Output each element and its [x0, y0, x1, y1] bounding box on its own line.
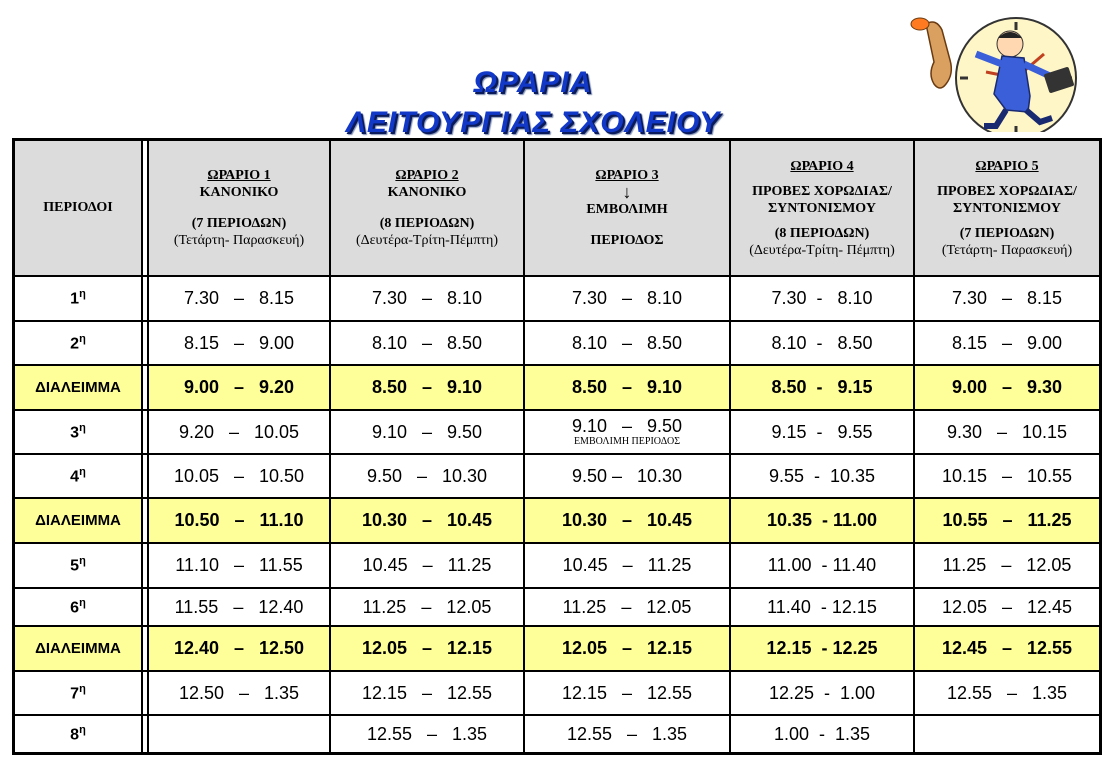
- inserted-period-note: ΕΜΒΟΛΙΜΗ ΠΕΡΙΟΔΟΣ: [573, 436, 681, 447]
- break-row: [14, 365, 1100, 410]
- break-label: ΔΙΑΛΕΙΜΜΑ: [14, 365, 142, 410]
- time-cell: 11.25 – 12.05: [524, 588, 730, 626]
- time-cell: 9.30 – 10.15: [914, 410, 1100, 454]
- time-cell: 9.00 – 9.30: [914, 365, 1100, 410]
- period-row: [14, 321, 1100, 365]
- break-label: ΔΙΑΛΕΙΜΜΑ: [14, 626, 142, 671]
- break-label: ΔΙΑΛΕΙΜΜΑ: [14, 498, 142, 543]
- time-cell: 11.00 - 11.40: [730, 543, 914, 588]
- time-cell: 7.30 – 8.10: [524, 276, 730, 321]
- period-label: $5^\eta$: [14, 543, 142, 588]
- period-row: [14, 410, 1100, 454]
- time-cell: 9.50 – 10.30: [524, 454, 730, 498]
- schedule-2-header: ΩΡΑΡΙΟ 2 ΚΑΝΟΝΙΚΟ (8 ΠΕΡΙΟΔΩΝ) (Δευτέρα-Τρίτη-Πέμπτη): [330, 140, 524, 276]
- time-cell: 12.05 – 12.15: [524, 626, 730, 671]
- time-cell: 12.40 – 12.50: [148, 626, 330, 671]
- title-line-2: ΛΕΙΤΟΥΡΓΙΑΣ ΣΧΟΛΕΙΟΥ: [345, 106, 721, 139]
- time-cell: 12.55 – 1.35: [914, 671, 1100, 715]
- time-cell: 11.40 - 12.15: [730, 588, 914, 626]
- time-cell: 12.25 - 1.00: [730, 671, 914, 715]
- time-cell: 11.25 – 12.05: [330, 588, 524, 626]
- time-cell: 10.30 – 10.45: [330, 498, 524, 543]
- time-cell: 7.30 – 8.10: [330, 276, 524, 321]
- time-cell: 8.10 - 8.50: [730, 321, 914, 365]
- time-cell: 9.00 – 9.20: [148, 365, 330, 410]
- time-cell: 9.50 – 10.30: [330, 454, 524, 498]
- period-row: [14, 543, 1100, 588]
- period-row: [14, 715, 1100, 753]
- time-cell: 12.15 – 12.55: [524, 671, 730, 715]
- time-cell: 12.05 – 12.45: [914, 588, 1100, 626]
- time-cell: [148, 715, 330, 753]
- period-row: [14, 454, 1100, 498]
- time-cell: 8.50 – 9.10: [330, 365, 524, 410]
- time-cell: 11.55 – 12.40: [148, 588, 330, 626]
- period-label: $7^\eta$: [14, 671, 142, 715]
- time-cell: 10.45 – 11.25: [330, 543, 524, 588]
- schedule-4-header: ΩΡΑΡΙΟ 4 ΠΡΟΒΕΣ ΧΟΡΩΔΙΑΣ/ ΣΥΝΤΟΝΙΣΜΟΥ (8 ΠΕΡΙΟΔΩΝ) (Δευτέρα-Τρίτη- Πέμπτη): [730, 140, 914, 276]
- break-row: [14, 498, 1100, 543]
- time-cell: 9.55 - 10.35: [730, 454, 914, 498]
- time-cell: 7.30 – 8.15: [148, 276, 330, 321]
- header-row: [14, 140, 1100, 276]
- time-cell: 12.45 – 12.55: [914, 626, 1100, 671]
- time-cell: 8.50 - 9.15: [730, 365, 914, 410]
- periods-header: ΠΕΡΙΟΔΟΙ: [14, 140, 142, 276]
- period-label: $3^\eta$: [14, 410, 142, 454]
- schedule-table: [12, 138, 1102, 755]
- time-cell: 10.15 – 10.55: [914, 454, 1100, 498]
- time-cell: 8.15 – 9.00: [914, 321, 1100, 365]
- schedule-1-header: ΩΡΑΡΙΟ 1 ΚΑΝΟΝΙΚΟ (7 ΠΕΡΙΟΔΩΝ) (Τετάρτη- Παρασκευή): [148, 140, 330, 276]
- period-label: $8^\eta$: [14, 715, 142, 753]
- time-cell: 12.55 – 1.35: [330, 715, 524, 753]
- time-cell: 11.25 – 12.05: [914, 543, 1100, 588]
- schedule-3-header: ΩΡΑΡΙΟ 3 ↓ ΕΜΒΟΛΙΜΗ ΠΕΡΙΟΔΟΣ: [524, 140, 730, 276]
- schedule-5-header: ΩΡΑΡΙΟ 5 ΠΡΟΒΕΣ ΧΟΡΩΔΙΑΣ/ ΣΥΝΤΟΝΙΣΜΟΥ (7 ΠΕΡΙΟΔΩΝ) (Τετάρτη- Παρασκευή): [914, 140, 1100, 276]
- period-label: $6^\eta$: [14, 588, 142, 626]
- time-cell: 10.35 - 11.00: [730, 498, 914, 543]
- time-cell: 9.10 – 9.50: [330, 410, 524, 454]
- time-cell: 8.15 – 9.00: [148, 321, 330, 365]
- title-line-1: ΩΡΑΡΙΑ: [473, 66, 593, 99]
- time-cell: 12.05 – 12.15: [330, 626, 524, 671]
- time-cell: 10.55 – 11.25: [914, 498, 1100, 543]
- time-cell: 8.10 – 8.50: [524, 321, 730, 365]
- clock-businessman-clipart: [906, 14, 1086, 132]
- time-cell: 10.50 – 11.10: [148, 498, 330, 543]
- time-cell: 12.15 – 12.55: [330, 671, 524, 715]
- time-cell: 12.15 - 12.25: [730, 626, 914, 671]
- time-cell: 7.30 - 8.10: [730, 276, 914, 321]
- time-cell: 8.10 – 8.50: [330, 321, 524, 365]
- period-row: [14, 276, 1100, 321]
- time-cell: 12.55 – 1.35: [524, 715, 730, 753]
- time-cell: 9.15 - 9.55: [730, 410, 914, 454]
- time-cell: [914, 715, 1100, 753]
- period-label: $4^\eta$: [14, 454, 142, 498]
- period-label: $1^\eta$: [14, 276, 142, 321]
- time-cell: 10.30 – 10.45: [524, 498, 730, 543]
- time-cell: 10.45 – 11.25: [524, 543, 730, 588]
- time-cell: 9.10 – 9.50 ΕΜΒΟΛΙΜΗ ΠΕΡΙΟΔΟΣ: [524, 410, 730, 454]
- period-row: [14, 588, 1100, 626]
- time-cell: 11.10 – 11.55: [148, 543, 330, 588]
- time-cell: 9.20 – 10.05: [148, 410, 330, 454]
- time-cell: 8.50 – 9.10: [524, 365, 730, 410]
- time-cell: 10.05 – 10.50: [148, 454, 330, 498]
- period-label: $2^\eta$: [14, 321, 142, 365]
- time-cell: 1.00 - 1.35: [730, 715, 914, 753]
- period-row: [14, 671, 1100, 715]
- down-arrow-icon: ↓: [622, 182, 632, 202]
- time-cell: 12.50 – 1.35: [148, 671, 330, 715]
- time-cell: 7.30 – 8.15: [914, 276, 1100, 321]
- break-row: [14, 626, 1100, 671]
